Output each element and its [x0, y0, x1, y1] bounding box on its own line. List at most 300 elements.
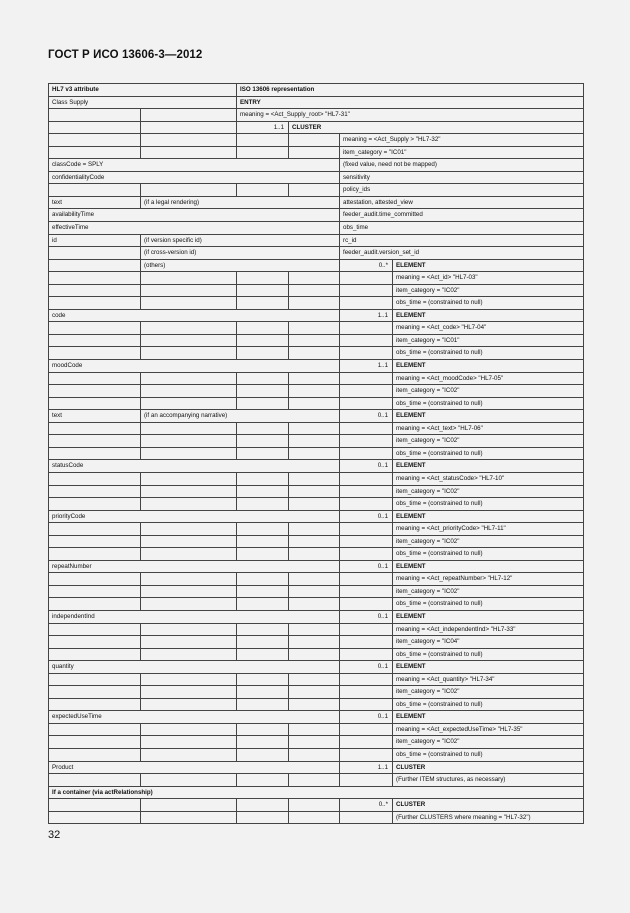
table-cell — [289, 422, 340, 435]
table-cell: ELEMENT — [393, 711, 584, 724]
table-cell: meaning = <Act_expectedUseTime> "HL7-35" — [393, 723, 584, 736]
table-cell — [289, 811, 340, 824]
table-cell — [49, 774, 141, 787]
table-row — [49, 322, 584, 335]
table-cell — [141, 272, 237, 285]
table-row — [49, 661, 584, 674]
table-cell — [49, 259, 141, 272]
table-row — [49, 535, 584, 548]
table-row — [49, 259, 584, 272]
table-row — [49, 435, 584, 448]
table-row — [49, 498, 584, 511]
table-cell: ELEMENT — [393, 610, 584, 623]
mapping-table — [48, 83, 584, 824]
table-cell — [49, 385, 141, 398]
table-row — [49, 334, 584, 347]
table-cell — [49, 535, 141, 548]
table-cell — [49, 485, 141, 498]
table-cell: expectedUseTime — [49, 711, 340, 724]
table-cell — [237, 686, 289, 699]
table-cell — [340, 523, 393, 536]
table-cell — [340, 372, 393, 385]
table-cell: obs_time = (constrained to null) — [393, 548, 584, 561]
table-cell — [237, 422, 289, 435]
table-cell: 1..1 — [340, 309, 393, 322]
table-cell: code — [49, 309, 340, 322]
table-cell: (if version specific id) — [141, 234, 340, 247]
table-cell — [289, 447, 340, 460]
table-cell — [289, 297, 340, 310]
table-cell — [237, 648, 289, 661]
table-row — [49, 472, 584, 485]
table-cell — [340, 322, 393, 335]
table-cell — [289, 184, 340, 197]
table-row — [49, 410, 584, 423]
table-cell: item_category = "IC02" — [393, 284, 584, 297]
table-cell — [340, 636, 393, 649]
table-cell — [237, 585, 289, 598]
table-cell — [237, 447, 289, 460]
table-cell: meaning = <Act_text> "HL7-06" — [393, 422, 584, 435]
table-cell — [237, 472, 289, 485]
table-cell — [49, 698, 141, 711]
table-cell — [289, 498, 340, 511]
table-cell: meaning = <Act_id> "HL7-03" — [393, 272, 584, 285]
table-cell: (others) — [141, 259, 340, 272]
table-cell — [141, 347, 237, 360]
table-cell — [289, 799, 340, 812]
table-cell: ELEMENT — [393, 661, 584, 674]
table-row — [49, 761, 584, 774]
table-cell — [141, 748, 237, 761]
table-cell: moodCode — [49, 360, 340, 373]
table-cell — [141, 146, 237, 159]
table-cell — [340, 585, 393, 598]
table-cell: confidentialityCode — [49, 171, 340, 184]
table-cell — [141, 109, 237, 122]
table-cell — [141, 372, 237, 385]
table-cell — [141, 498, 237, 511]
table-cell: CLUSTER — [289, 121, 584, 134]
table-cell — [141, 548, 237, 561]
table-cell — [237, 397, 289, 410]
table-row — [49, 623, 584, 636]
table-cell — [49, 472, 141, 485]
table-cell — [141, 573, 237, 586]
table-row — [49, 485, 584, 498]
table-cell: (Further ITEM structures, as necessary) — [393, 774, 584, 787]
table-cell — [340, 498, 393, 511]
table-cell — [141, 673, 237, 686]
table-cell — [49, 573, 141, 586]
table-row — [49, 372, 584, 385]
table-cell — [49, 811, 141, 824]
table-cell: availabilityTime — [49, 209, 340, 222]
table-cell — [340, 472, 393, 485]
table-cell: obs_time = (constrained to null) — [393, 297, 584, 310]
table-cell — [289, 698, 340, 711]
table-cell — [340, 334, 393, 347]
table-cell — [340, 748, 393, 761]
table-cell — [141, 334, 237, 347]
table-cell — [237, 334, 289, 347]
table-cell: obs_time = (constrained to null) — [393, 498, 584, 511]
table-cell — [340, 297, 393, 310]
table-row — [49, 786, 584, 799]
table-row — [49, 284, 584, 297]
table-cell: obs_time = (constrained to null) — [393, 598, 584, 611]
table-cell — [237, 535, 289, 548]
table-cell — [49, 284, 141, 297]
table-cell — [340, 284, 393, 297]
table-row — [49, 222, 584, 235]
table-cell — [289, 472, 340, 485]
table-cell: feeder_audit.version_set_id — [340, 247, 584, 260]
table-cell: ELEMENT — [393, 560, 584, 573]
table-cell — [289, 284, 340, 297]
table-cell: (if a legal rendering) — [141, 196, 340, 209]
table-cell: ENTRY — [237, 96, 584, 109]
table-row — [49, 96, 584, 109]
table-cell — [289, 535, 340, 548]
table-row — [49, 184, 584, 197]
table-cell: ELEMENT — [393, 309, 584, 322]
table-cell — [289, 146, 340, 159]
table-cell: ELEMENT — [393, 259, 584, 272]
table-row — [49, 736, 584, 749]
table-cell: meaning = <Act_Supply > "HL7-32" — [340, 134, 584, 147]
table-cell — [289, 648, 340, 661]
table-cell — [141, 485, 237, 498]
table-cell — [289, 435, 340, 448]
table-cell — [141, 736, 237, 749]
table-cell: meaning = <Act_moodCode> "HL7-05" — [393, 372, 584, 385]
table-cell — [289, 636, 340, 649]
table-cell: priorityCode — [49, 510, 340, 523]
table-cell — [237, 272, 289, 285]
table-cell: item_category = "IC02" — [393, 435, 584, 448]
table-row — [49, 209, 584, 222]
table-cell — [141, 523, 237, 536]
table-cell: item_category = "IC02" — [393, 686, 584, 699]
table-row — [49, 146, 584, 159]
table-cell — [49, 322, 141, 335]
table-cell — [49, 548, 141, 561]
table-cell: Class Supply — [49, 96, 237, 109]
table-cell: (if cross-version id) — [141, 247, 340, 260]
table-cell: independentInd — [49, 610, 340, 623]
table-cell: (fixed value, need not be mapped) — [340, 159, 584, 172]
table-cell — [141, 435, 237, 448]
table-cell — [141, 585, 237, 598]
table-cell — [141, 598, 237, 611]
table-cell: obs_time = (constrained to null) — [393, 748, 584, 761]
table-cell: 1..1 — [340, 360, 393, 373]
table-cell — [237, 322, 289, 335]
table-cell — [289, 347, 340, 360]
table-cell: 0..1 — [340, 510, 393, 523]
document-header: ГОСТ Р ИСО 13606-3—2012 — [48, 49, 203, 61]
table-cell — [49, 748, 141, 761]
table-cell: obs_time = (constrained to null) — [393, 347, 584, 360]
table-row — [49, 648, 584, 661]
table-cell — [289, 748, 340, 761]
table-row — [49, 272, 584, 285]
table-row — [49, 297, 584, 310]
table-cell — [340, 686, 393, 699]
table-cell — [340, 723, 393, 736]
table-row — [49, 309, 584, 322]
table-cell — [340, 397, 393, 410]
table-cell — [237, 573, 289, 586]
table-cell — [49, 636, 141, 649]
table-row — [49, 510, 584, 523]
table-cell — [49, 372, 141, 385]
table-row — [49, 636, 584, 649]
table-cell — [237, 485, 289, 498]
table-cell: meaning = <Act_priorityCode> "HL7-11" — [393, 523, 584, 536]
table-cell: item_category = "IC02" — [393, 485, 584, 498]
table-cell — [141, 397, 237, 410]
table-cell — [237, 146, 289, 159]
table-cell — [289, 334, 340, 347]
table-row — [49, 723, 584, 736]
table-cell: ISO 13606 representation — [237, 84, 584, 97]
table-cell — [49, 648, 141, 661]
table-cell — [49, 585, 141, 598]
table-row — [49, 560, 584, 573]
table-cell: obs_time = (constrained to null) — [393, 698, 584, 711]
table-cell — [289, 774, 340, 787]
table-cell — [49, 736, 141, 749]
table-cell: text — [49, 410, 141, 423]
table-cell — [49, 598, 141, 611]
table-cell: ELEMENT — [393, 460, 584, 473]
table-row — [49, 159, 584, 172]
table-cell — [237, 598, 289, 611]
table-cell — [141, 686, 237, 699]
table-cell: 1..1 — [237, 121, 289, 134]
table-cell: classCode = SPLY — [49, 159, 340, 172]
table-cell — [49, 422, 141, 435]
table-cell — [340, 648, 393, 661]
table-cell: Product — [49, 761, 340, 774]
table-cell: meaning = <Act_code> "HL7-04" — [393, 322, 584, 335]
table-cell — [340, 485, 393, 498]
table-row — [49, 748, 584, 761]
table-row — [49, 573, 584, 586]
table-row — [49, 548, 584, 561]
table-cell — [237, 184, 289, 197]
table-cell — [141, 134, 237, 147]
table-cell — [340, 422, 393, 435]
table-row — [49, 347, 584, 360]
table-cell — [49, 447, 141, 460]
table-cell: CLUSTER — [393, 799, 584, 812]
table-cell — [289, 573, 340, 586]
table-cell: sensitivity — [340, 171, 584, 184]
table-cell — [141, 648, 237, 661]
table-cell: item_category = "IC02" — [393, 535, 584, 548]
table-cell — [49, 146, 141, 159]
table-cell — [340, 736, 393, 749]
table-cell: id — [49, 234, 141, 247]
table-cell: quantity — [49, 661, 340, 674]
table-cell: If a container (via actRelationship) — [49, 786, 584, 799]
table-row — [49, 698, 584, 711]
table-cell — [49, 347, 141, 360]
table-cell — [49, 435, 141, 448]
table-row — [49, 523, 584, 536]
table-cell — [141, 422, 237, 435]
table-cell — [340, 447, 393, 460]
table-cell — [289, 523, 340, 536]
table-cell — [289, 485, 340, 498]
table-cell — [289, 585, 340, 598]
table-cell — [340, 347, 393, 360]
table-cell: item_category = "IC01" — [340, 146, 584, 159]
table-cell: text — [49, 196, 141, 209]
table-cell — [49, 184, 141, 197]
page-number: 32 — [48, 829, 61, 841]
table-cell — [237, 297, 289, 310]
table-cell: obs_time = (constrained to null) — [393, 397, 584, 410]
table-row — [49, 585, 584, 598]
table-cell — [340, 435, 393, 448]
table-row — [49, 447, 584, 460]
table-cell — [289, 723, 340, 736]
table-cell — [237, 523, 289, 536]
table-cell: attestation, attested_view — [340, 196, 584, 209]
table-row — [49, 196, 584, 209]
table-cell: statusCode — [49, 460, 340, 473]
table-cell — [340, 774, 393, 787]
table-cell: item_category = "IC02" — [393, 585, 584, 598]
table-row — [49, 460, 584, 473]
table-cell: item_category = "IC02" — [393, 736, 584, 749]
table-cell — [237, 774, 289, 787]
table-cell — [141, 472, 237, 485]
table-cell: rc_id — [340, 234, 584, 247]
table-cell — [49, 673, 141, 686]
table-cell: obs_time — [340, 222, 584, 235]
table-cell — [237, 548, 289, 561]
table-cell — [141, 535, 237, 548]
table-cell: item_category = "IC04" — [393, 636, 584, 649]
table-cell — [49, 272, 141, 285]
table-row — [49, 385, 584, 398]
table-row — [49, 397, 584, 410]
table-cell: ELEMENT — [393, 410, 584, 423]
table-cell: 0..* — [340, 799, 393, 812]
table-cell — [237, 284, 289, 297]
table-row — [49, 610, 584, 623]
table-row — [49, 360, 584, 373]
table-cell — [340, 535, 393, 548]
table-cell — [340, 673, 393, 686]
table-cell — [141, 623, 237, 636]
table-cell — [49, 799, 141, 812]
table-cell: 0..1 — [340, 610, 393, 623]
table-cell — [289, 272, 340, 285]
table-row — [49, 121, 584, 134]
table-cell — [49, 397, 141, 410]
table-cell — [237, 435, 289, 448]
table-cell: item_category = "IC01" — [393, 334, 584, 347]
table-cell: 0..1 — [340, 661, 393, 674]
table-cell — [237, 347, 289, 360]
table-cell — [49, 334, 141, 347]
table-row — [49, 234, 584, 247]
table-cell — [237, 736, 289, 749]
table-cell — [141, 121, 237, 134]
table-cell — [141, 284, 237, 297]
table-row — [49, 247, 584, 260]
table-row — [49, 673, 584, 686]
table-cell — [237, 636, 289, 649]
table-cell — [237, 385, 289, 398]
table-row — [49, 686, 584, 699]
table-cell: 0..1 — [340, 711, 393, 724]
table-cell — [289, 673, 340, 686]
table-cell: ELEMENT — [393, 360, 584, 373]
table-cell: meaning = <Act_statusCode> "HL7-10" — [393, 472, 584, 485]
table-row — [49, 711, 584, 724]
table-cell — [340, 598, 393, 611]
table-cell — [141, 723, 237, 736]
table-cell — [340, 573, 393, 586]
table-cell — [340, 272, 393, 285]
table-cell — [237, 673, 289, 686]
table-cell — [289, 372, 340, 385]
table-cell: CLUSTER — [393, 761, 584, 774]
table-cell — [141, 385, 237, 398]
table-cell — [141, 698, 237, 711]
table-cell — [237, 623, 289, 636]
table-cell — [289, 598, 340, 611]
table-cell: item_category = "IC02" — [393, 385, 584, 398]
table-row — [49, 422, 584, 435]
table-cell — [141, 636, 237, 649]
table-row — [49, 811, 584, 824]
table-cell — [340, 811, 393, 824]
table-row — [49, 109, 584, 122]
table-cell — [237, 723, 289, 736]
table-cell — [289, 385, 340, 398]
table-cell — [237, 811, 289, 824]
table-cell — [340, 698, 393, 711]
table-cell — [237, 698, 289, 711]
table-row — [49, 84, 584, 97]
table-cell — [289, 397, 340, 410]
table-cell — [237, 799, 289, 812]
table-cell — [289, 623, 340, 636]
table-cell: 0..1 — [340, 410, 393, 423]
table-cell: (Further CLUSTERS where meaning = "HL7-32") — [393, 811, 584, 824]
table-cell — [289, 736, 340, 749]
table-cell — [141, 297, 237, 310]
table-cell: policy_ids — [340, 184, 584, 197]
table-cell — [49, 121, 141, 134]
table-cell: effectiveTime — [49, 222, 340, 235]
table-cell — [141, 184, 237, 197]
table-cell: meaning = <Act_Supply_root> "HL7-31" — [237, 109, 584, 122]
table-cell: meaning = <Act_independentInd> "HL7-33" — [393, 623, 584, 636]
table-cell — [289, 322, 340, 335]
table-row — [49, 134, 584, 147]
table-cell — [289, 548, 340, 561]
table-cell: HL7 v3 attribute — [49, 84, 237, 97]
